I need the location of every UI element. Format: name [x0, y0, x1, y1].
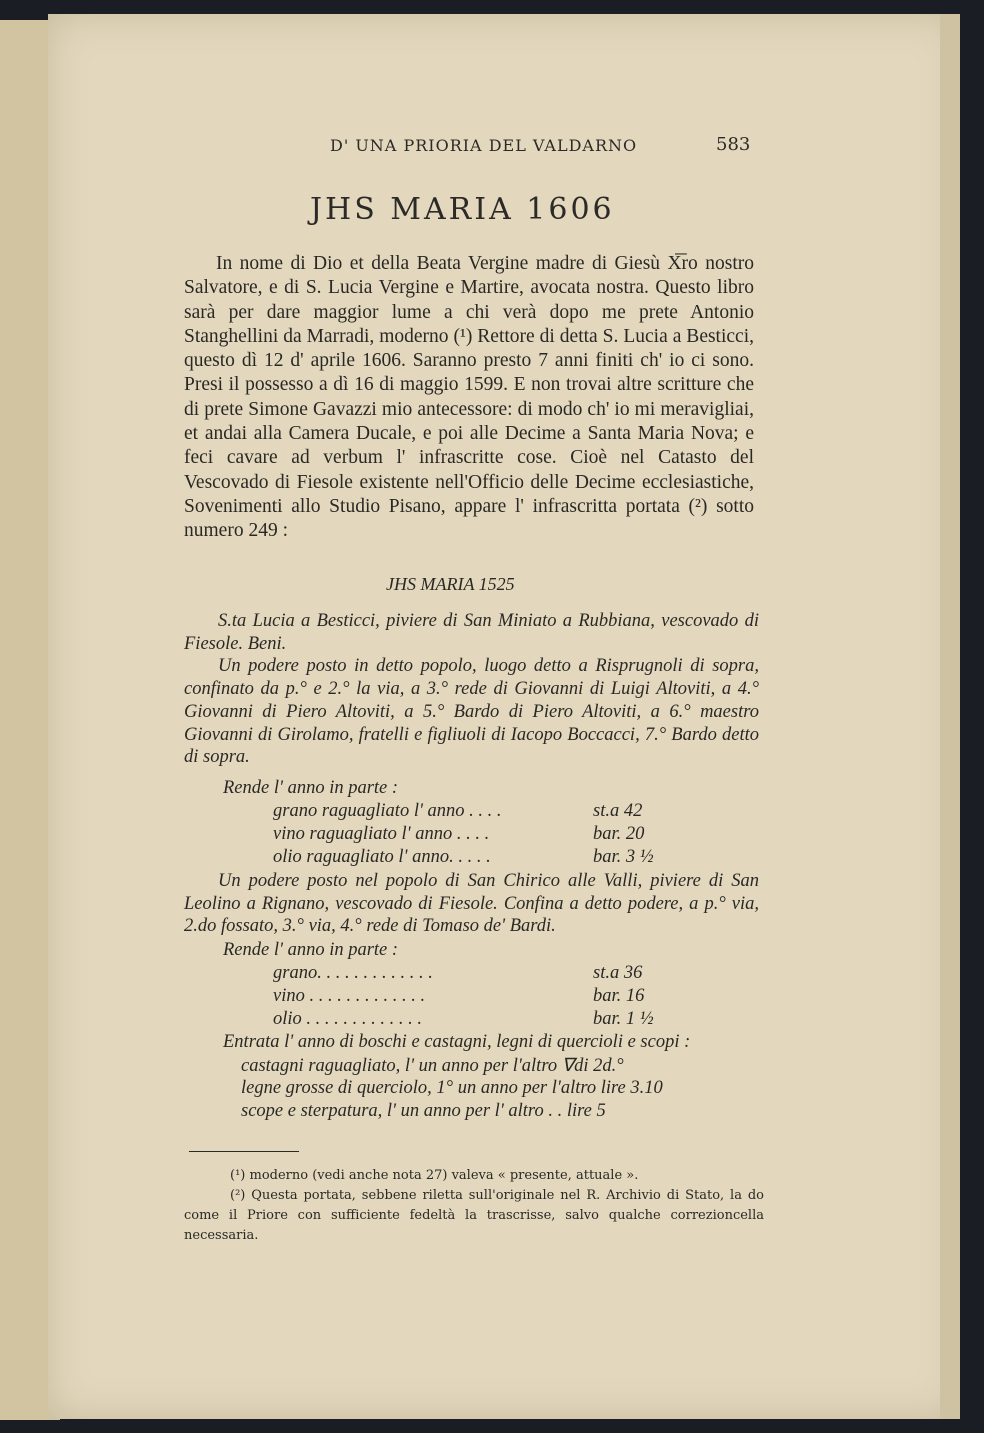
page-number: 583: [716, 134, 751, 155]
intro-text: [184, 252, 754, 544]
page-edge: [940, 14, 960, 1419]
record-podere-2: Un podere posto nel popolo di San Chirico alle Valli, piviere di San Leolino a Rignano, vescovado di Fiesole. Confina a detto podere, a p.° via, 2.do fossato, 3.° via, 4.° rede di Tomaso de' Bardi.: [184, 871, 759, 937]
item-value: bar. 3 ½: [593, 847, 654, 867]
footnote-divider: [189, 1151, 299, 1152]
rende-label-1: Rende l' anno in parte :: [223, 778, 399, 798]
footnotes: [184, 1166, 764, 1246]
entrata-line: Entrata l' anno di boschi e castagni, legni di quercioli e scopi :: [223, 1032, 691, 1052]
item-value: st.a 42: [593, 801, 643, 821]
record-text: [184, 610, 759, 769]
running-title: D' UNA PRIORIA DEL VALDARNO: [330, 136, 638, 155]
entrata-scope: scope e sterpatura, l' un anno per l' altro . . lire 5: [241, 1101, 606, 1121]
book-page: [48, 14, 960, 1419]
rende-label-2: Rende l' anno in parte :: [223, 940, 399, 960]
record-podere-1: Un podere posto in detto popolo, luogo detto a Risprugnoli di sopra, confinato da p.° e 2.° la via, a 3.° rede di Giovanni di Luigi Altoviti, a 4.° Giovanni di Piero Altoviti, a 5.° Bardo di Piero Altoviti, a 6.° maestro Giovanni di Girolamo, fratelli e figliuoli di Iacopo Boccacci, 7.° Bardo detto di sopra.: [184, 656, 759, 768]
footnote-1: (¹) moderno (vedi anche nota 27) valeva « presente, attuale ».: [230, 1168, 639, 1183]
item-label: vino raguagliato l' anno . . . .: [273, 824, 490, 844]
item-label: grano. . . . . . . . . . . . .: [273, 963, 433, 983]
item-value: bar. 20: [593, 824, 645, 844]
entrata-castagni: castagni raguagliato, l' un anno per l'altro ∇di 2d.°: [241, 1056, 624, 1076]
item-value: bar. 1 ½: [593, 1009, 654, 1029]
item-label: grano raguagliato l' anno . . . .: [273, 801, 502, 821]
item-label: vino . . . . . . . . . . . . .: [273, 986, 426, 1006]
entrata-legne: legne grosse di querciolo, 1° un anno per l'altro lire 3.10: [241, 1078, 663, 1098]
record-heading: S.ta Lucia a Besticci, piviere di San Miniato a Rubbiana, vescovado di Fiesole. Beni.: [184, 611, 759, 654]
item-value: bar. 16: [593, 986, 645, 1006]
intro-paragraph: In nome di Dio et della Beata Vergine madre di Giesù X͞ro nostro Salvatore, e di S. Lucia Vergine e Martire, avocata nostra. Questo libro sarà per dare maggior lume a chi verà dopo me prete Antonio Stanghellini da Marradi, moderno (¹) Rettore di detta S. Lucia a Besticci, questo dì 12 d' aprile 1606. Saranno presto 7 anni finiti ch' io ci sono. Presi il possesso a dì 16 di maggio 1599. E non trovai altre scritture che di prete Simone Gavazzi mio antecessore: di modo ch' io mi meravigliai, et andai alla Camera Ducale, e poi alle Decime a Santa Maria Nova; e feci cavare ad verbum l' infrascritte cose. Cioè nel Catasto del Vescovado di Fiesole existente nell'Officio delle Decime ecclesiastiche, Sovenimenti allo Studio Pisano, appare l' infrascritta portata (²) sotto numero 249 :: [184, 253, 754, 542]
footnote-2: (²) Questa portata, sebbene riletta sull'originale nel R. Archivio di Stato, la do come il Priore con sufficiente fedeltà la trascrisse, salvo qualche correzioncella necessaria.: [184, 1188, 764, 1243]
record-text-2: [184, 870, 759, 938]
item-label: olio . . . . . . . . . . . . .: [273, 1009, 423, 1029]
item-value: st.a 36: [593, 963, 643, 983]
item-label: olio raguagliato l' anno. . . . .: [273, 847, 491, 867]
document-title: JHS MARIA 1606: [310, 192, 615, 227]
record-title: JHS MARIA 1525: [386, 574, 515, 594]
